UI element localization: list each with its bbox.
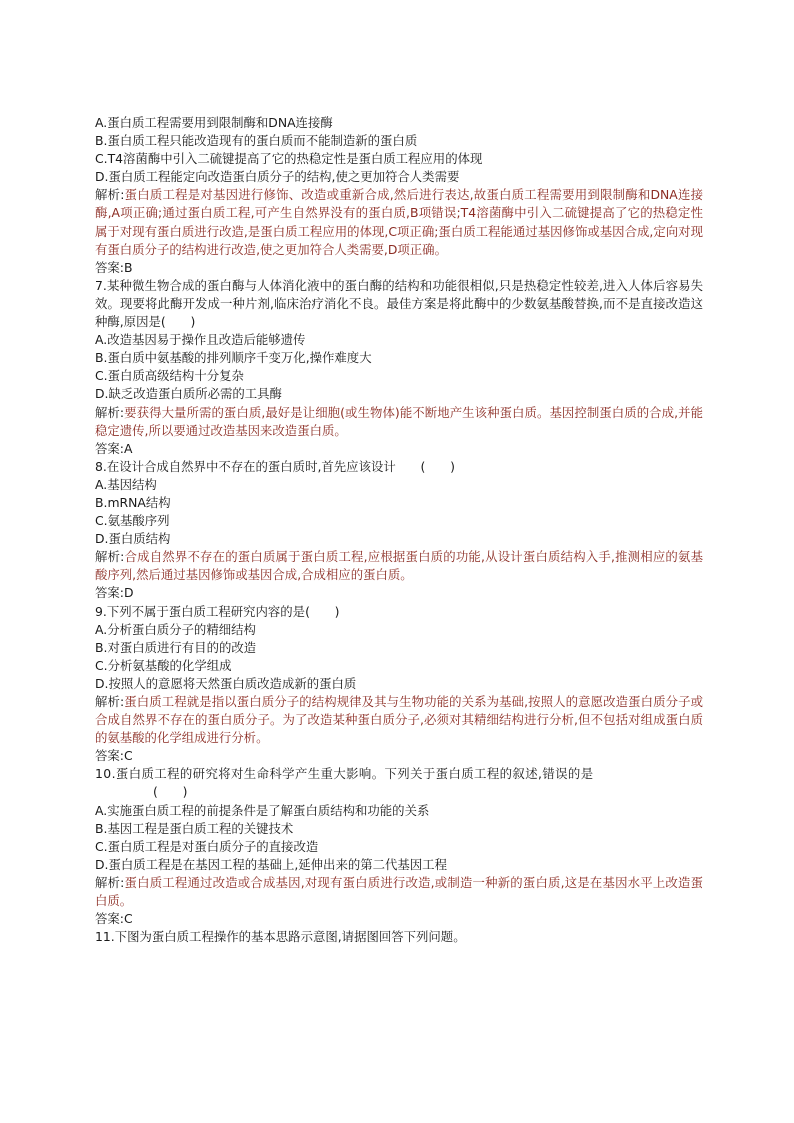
option-c: C.T4溶菌酶中引入二硫键提高了它的热稳定性是蛋白质工程应用的体现 xyxy=(95,151,483,167)
option-a: A.蛋白质工程需要用到限制酶和DNA连接酶 xyxy=(95,115,333,130)
explanation-label: 解析: xyxy=(95,549,125,565)
question-stem: 9.下列不属于蛋白质工程研究内容的是( ) xyxy=(95,603,340,619)
explanation-label: 解析: xyxy=(95,694,125,709)
question-6 xyxy=(95,114,703,277)
option-b: B.蛋白质工程只能改造现有的蛋白质而不能制造新的蛋白质 xyxy=(95,133,418,149)
question-10 xyxy=(95,765,703,928)
option-b: B.mRNA结构 xyxy=(95,494,171,510)
option-c: C.蛋白质高级结构十分复杂 xyxy=(95,368,244,384)
explanation xyxy=(95,693,703,747)
explanation xyxy=(95,404,703,440)
answer: 答案:C xyxy=(95,911,133,927)
option-d: D.按照人的意愿将天然蛋白质改造成新的蛋白质 xyxy=(95,675,357,691)
answer: 答案:A xyxy=(95,440,133,456)
option-b: B.基因工程是蛋白质工程的关键技术 xyxy=(95,820,294,836)
option-b: B.对蛋白质进行有目的的改造 xyxy=(95,639,257,655)
option-a: A.实施蛋白质工程的前提条件是了解蛋白质结构和功能的关系 xyxy=(95,802,430,818)
explanation xyxy=(95,548,703,584)
option-d: D.蛋白质工程能定向改造蛋白质分子的结构,使之更加符合人类需要 xyxy=(95,169,460,185)
explanation xyxy=(95,874,703,910)
explanation-text: 要获得大量所需的蛋白质,最好是让细胞(或生物体)能不断地产生该种蛋白质。基因控制蛋白质的合成,并能稳定遗传,所以要通过改造基因来改造蛋白质。 xyxy=(95,404,703,438)
option-a: A.基因结构 xyxy=(95,476,157,492)
explanation-label: 解析: xyxy=(95,874,125,890)
question-11 xyxy=(95,928,703,946)
answer: 答案:C xyxy=(95,748,133,764)
explanation-text: 蛋白质工程就是指以蛋白质分子的结构规律及其与生物功能的关系为基础,按照人的意愿改造蛋白质分子或合成自然界不存在的蛋白质分子。为了改造某种蛋白质分子,必须对其精细结构进行分析,但不包括对组成蛋白质的氨基酸的化学组成进行分析。 xyxy=(95,694,703,746)
explanation-text: 蛋白质工程是对基因进行修饰、改造或重新合成,然后进行表达,故蛋白质工程需要用到限制酶和DNA连接酶,A项正确;通过蛋白质工程,可产生自然界没有的蛋白质,B项错误;T4溶菌酶中引入二硫键提高了它的热稳定性属于对现有蛋白质进行改造,是蛋白质工程应用的体现,C项正确;蛋白质工程能通过基因修饰或基因合成,定向对现有蛋白质分子的结构进行改造,使之更加符合人类需要,D项正确。 xyxy=(95,187,703,257)
option-c: C.蛋白质工程是对蛋白质分子的直接改造 xyxy=(95,838,319,854)
option-d: D.缺乏改造蛋白质所必需的工具酶 xyxy=(95,386,282,402)
question-stem: 7.某种微生物合成的蛋白酶与人体消化液中的蛋白酶的结构和功能很相似,只是热稳定性较差,进入人体后容易失效。现要将此酶开发成一种片剂,临床治疗消化不良。最佳方案是将此酶中的少数氨基酸替换,而不是直接改造这种酶,原因是( ) xyxy=(95,277,703,330)
option-a: A.改造基因易于操作且改造后能够遗传 xyxy=(95,332,306,348)
option-c: C.分析氨基酸的化学组成 xyxy=(95,657,232,673)
explanation xyxy=(95,186,703,258)
answer: 答案:B xyxy=(95,259,133,275)
question-stem: 10.蛋白质工程的研究将对生命科学产生重大影响。下列关于蛋白质工程的叙述,错误的是 xyxy=(95,766,594,782)
option-a: A.分析蛋白质分子的精细结构 xyxy=(95,621,256,637)
answer-blank: ( ) xyxy=(153,784,188,800)
question-8 xyxy=(95,458,703,603)
explanation-text: 蛋白质工程通过改造或合成基因,对现有蛋白质进行改造,或制造一种新的蛋白质,这是在基因水平上改造蛋白质。 xyxy=(95,874,703,909)
question-9 xyxy=(95,603,703,766)
explanation-label: 解析: xyxy=(95,404,125,420)
option-d: D.蛋白质结构 xyxy=(95,531,171,547)
option-d: D.蛋白质工程是在基因工程的基础上,延伸出来的第二代基因工程 xyxy=(95,856,447,872)
explanation-label: 解析: xyxy=(95,187,125,203)
question-stem: 11.下图为蛋白质工程操作的基本思路示意图,请据图回答下列问题。 xyxy=(95,929,466,945)
explanation-text: 合成自然界不存在的蛋白质属于蛋白质工程,应根据蛋白质的功能,从设计蛋白质结构入手,推测相应的氨基酸序列,然后通过基因修饰或基因合成,合成相应的蛋白质。 xyxy=(95,549,703,583)
question-content xyxy=(95,114,703,946)
option-b: B.蛋白质中氨基酸的排列顺序千变万化,操作难度大 xyxy=(95,350,372,366)
question-stem: 8.在设计合成自然界中不存在的蛋白质时,首先应该设计 ( ) xyxy=(95,458,455,474)
question-7 xyxy=(95,277,703,458)
answer: 答案:D xyxy=(95,585,134,601)
option-c: C.氨基酸序列 xyxy=(95,513,170,529)
